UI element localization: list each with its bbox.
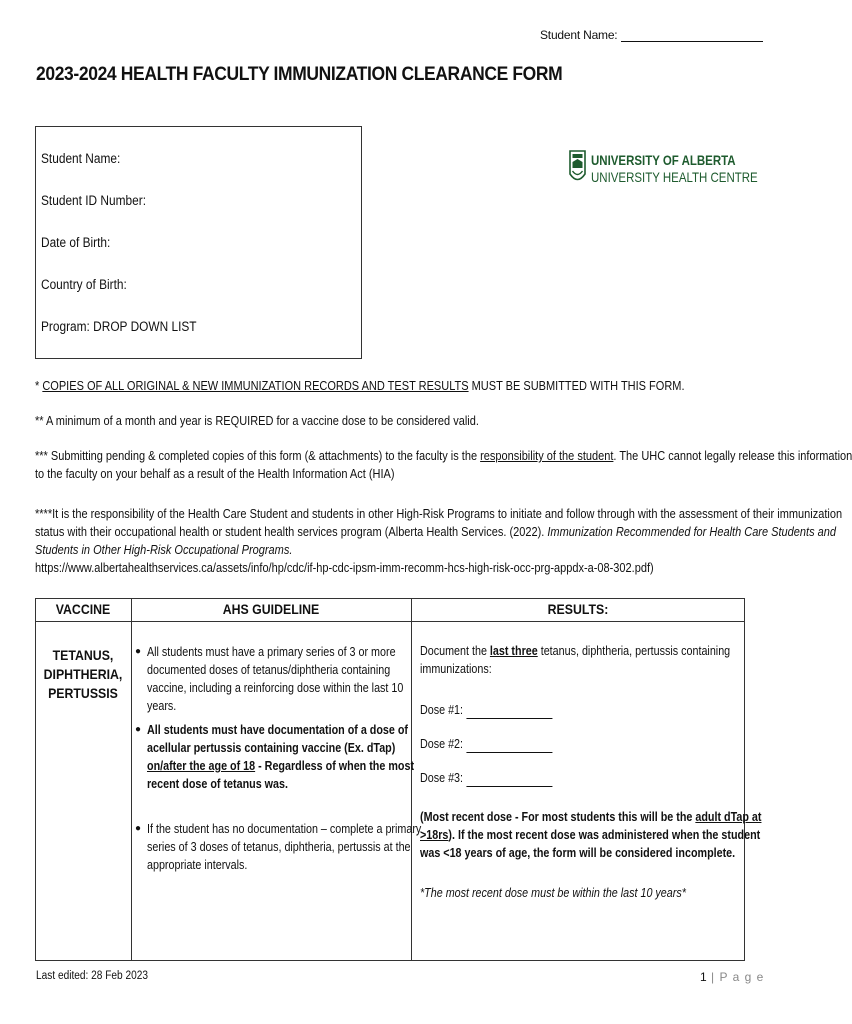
table-header-divider [35,621,745,622]
most-recent-note [420,808,761,862]
footer-page-number [700,970,764,984]
logo-line-1: UNIVERSITY OF ALBERTA [591,152,736,168]
note-4-line-3-italic: Students in Other High-Risk Occupational Programs. [35,543,293,557]
results-intro-line-2: immunizations: [420,662,492,676]
dose-2-label: Dose #2: [420,737,464,751]
guideline-2-part-b: - Regardless of when the most recent dose of tetanus was. [147,759,415,791]
vaccine-table [35,598,762,961]
most-recent-line-2: ). If the most recent dose was administered when the student [448,828,761,842]
student-info-box [35,126,362,359]
header-ahs-guideline: AHS GUIDELINE [222,601,320,617]
university-logo [569,150,758,190]
header-student-name [540,28,763,42]
field-country-of-birth[interactable]: Country of Birth: [41,277,127,292]
guideline-2-text [147,721,422,793]
note-4-line-2: status with their occupational health or student health services program (Alberta Health Services. (2022). [35,525,548,539]
note-3-line-2: to the faculty on your behalf as a result of the Health Information Act (HIA) [35,467,395,481]
note-minimum-date: ** A minimum of a month and year is REQUIRED for a vaccine dose to be considered valid. [35,414,479,428]
dose-3-label: Dose #3: [420,771,464,785]
bullet-icon: ● [135,724,142,735]
results-intro-underlined: last three [489,644,538,658]
dose-2-line[interactable] [466,740,552,753]
guideline-2-part-a: All students must have documentation of a dose of acellular pertussis containing vaccine (Ex. dTap) [147,723,409,755]
shield-icon [569,150,586,186]
vaccine-name-line-2: DIPHTHERIA, [43,666,123,682]
logo-line-2: UNIVERSITY HEALTH CENTRE [591,169,758,185]
note-responsibility [35,505,843,577]
note-4-line-2-italic: Immunization Recommended for Health Care Students and [547,525,836,539]
most-recent-line-1-underlined: adult dTap at [695,810,762,824]
guideline-3-text: If the student has no documentation – complete a primary series of 3 doses of tetanus, diphtheria, pertussis at the appropriate intervals. [147,822,422,872]
most-recent-line-1: (Most recent dose - For most students this will be the [420,810,696,824]
results-intro-b: tetanus, diphtheria, pertussis containing [537,644,731,658]
dose-2-field[interactable] [420,735,552,753]
footer-last-edited: Last edited: 28 Feb 2023 [36,970,148,982]
header-student-name-line[interactable] [621,29,763,42]
guideline-1 [135,643,435,713]
note-1-prefix: * [35,379,43,393]
most-recent-line-2-underlined: >18rs [420,828,449,842]
note-3-suffix: . The UHC cannot legally release this information [613,449,852,463]
note-submitting [35,447,852,483]
form-title: 2023-2024 HEALTH FACULTY IMMUNIZATION CLEARANCE FORM [36,64,563,85]
header-student-name-label: Student Name: [540,28,618,42]
results-intro-a: Document the [420,644,490,658]
field-student-name[interactable]: Student Name: [41,151,121,166]
page-label: | P a g e [706,970,765,984]
note-4-url[interactable]: https://www.albertahealthservices.ca/assets/info/hp/cdc/if-hp-cdc-ipsm-imm-recomm-hcs-high-risk-occ-prg-appdx-a-08-302.pdf) [35,561,654,575]
bullet-icon: ● [135,646,142,657]
note-4-line-1: ****It is the responsibility of the Health Care Student and students in other High-Risk Programs to initiate and follow through with the assessment of their immunization [35,507,843,521]
results-intro [420,642,730,678]
last-10-years-note: *The most recent dose must be within the last 10 years* [420,886,686,900]
header-results: RESULTS: [547,601,609,617]
vaccine-name-line-1: TETANUS, [52,647,114,663]
bullet-icon: ● [135,823,142,834]
field-program-dropdown[interactable]: Program: DROP DOWN LIST [41,319,197,334]
vaccine-name [41,646,125,703]
dose-3-line[interactable] [466,774,552,787]
page-number: 1 [700,970,707,984]
note-3-underlined: responsibility of the student [480,449,614,463]
note-3-prefix: *** Submitting pending & completed copies of this form (& attachments) to the faculty is the [35,449,481,463]
dose-3-field[interactable] [420,769,552,787]
guideline-3 [135,820,435,880]
guideline-2 [135,721,435,801]
field-date-of-birth[interactable]: Date of Birth: [41,235,111,250]
guideline-1-text: All students must have a primary series of 3 or more documented doses of tetanus/diphtheria containing vaccine, including a reinforcing dose within the last 10 years. [147,645,404,713]
header-vaccine: VACCINE [55,601,111,617]
note-1-underlined: COPIES OF ALL ORIGINAL & NEW IMMUNIZATION RECORDS AND TEST RESULTS [42,379,469,393]
dose-1-field[interactable] [420,701,552,719]
note-1-suffix: MUST BE SUBMITTED WITH THIS FORM. [468,379,685,393]
guideline-2-underlined: on/after the age of 18 [147,759,256,773]
note-copies [35,377,739,395]
table-divider-1 [131,598,132,961]
dose-1-label: Dose #1: [420,703,464,717]
dose-1-line[interactable] [466,706,552,719]
most-recent-line-3: was <18 years of age, the form will be considered incomplete. [420,846,736,860]
field-student-id[interactable]: Student ID Number: [41,193,146,208]
vaccine-name-line-3: PERTUSSIS [48,685,118,701]
